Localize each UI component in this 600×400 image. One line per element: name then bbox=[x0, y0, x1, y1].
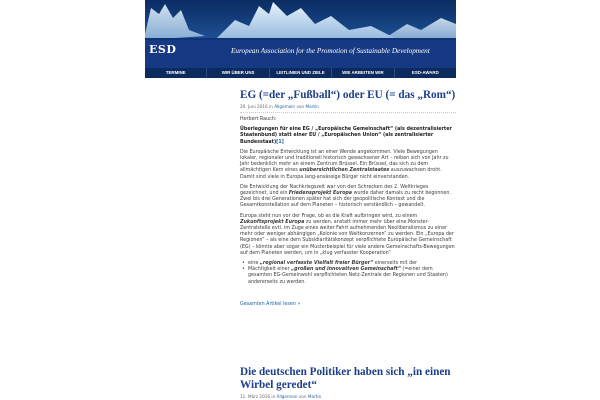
nav-item-termine[interactable]: TERMINE bbox=[145, 68, 207, 78]
list-item-emphasis: „regional verfasste Vielfalt freier Bürger“ bbox=[259, 261, 374, 267]
nav-item-leitlinien-und-ziele[interactable]: LEITLINIEN UND ZIELE bbox=[270, 68, 332, 78]
nav-item-esd-award[interactable]: ESD-AWARD bbox=[411, 70, 439, 75]
post-date: 20. Juni 2016 in bbox=[240, 104, 273, 109]
post-lead bbox=[240, 127, 456, 146]
list-item-text: Mächtigkeit einer bbox=[248, 267, 290, 273]
post-category-link[interactable]: Allgemein bbox=[274, 104, 296, 109]
post-lead-text: Überlegungen für eine EG / „Europäische Gemeinschaft“ (als dezentralisierter Staatenbund) statt einer EU / „Europäischen Union“ (als zentralisierter Bundesstaat) bbox=[240, 127, 452, 145]
divider bbox=[240, 112, 456, 113]
post-author-link[interactable]: Martin bbox=[307, 394, 322, 399]
post-by-label: von bbox=[296, 104, 305, 109]
list-item-emphasis: „großen und innovativen Gemeinschaft“ bbox=[291, 267, 401, 273]
paragraph-emphasis: unübersichtlichen Zentralstaates bbox=[299, 168, 390, 174]
post-author-line: Herbert Rauch: bbox=[240, 117, 277, 122]
paragraph-text: auszuwachsen droht. Damit sind viele in Europa lang-ansässige Bürger nicht einverstanden. bbox=[240, 168, 442, 180]
post-title[interactable]: Die deutschen Politiker haben sich „in einen Wirbel geredet“ bbox=[240, 366, 451, 391]
post-meta bbox=[240, 394, 456, 400]
paragraph-text: zu werden, anstatt immer mehr über eine Monster-Zentralstelle evtl. im Zuge eines weiter Fahrt aufnehmenden Neoliberalismus zu einer mehr oder weniger abhängigen „Kolonie von Weltkonzernen“ zu werden. Ein „Europa der Regionen“ – als eine dem Subsidiaritätskonzept verpflichtete Europäische Gemeinschaft (EG) – könnte aber sogar ein Musterbeispiel für viele andere Gemeinschafts-Bewegungen auf dem Planeten werden, um in „klug verfasster Kooperation“ bbox=[240, 219, 455, 256]
paragraph-text: wurde daher damals zu recht begonnen. Zwei bis drei Generationen später hat sich der geopolitische Kontext und die Gesamtkonstellation auf dem Planeten – historisch verständlich – gewandelt. bbox=[240, 191, 451, 209]
paragraph-emphasis: Friedensprojekt Europa bbox=[288, 191, 353, 197]
nav-item-wie-arbeiten-wir[interactable]: WIE ARBEITEN WIR bbox=[332, 68, 394, 78]
site-tagline: European Association for the Promotion of Sustainable Development bbox=[231, 47, 430, 55]
list-item-text: einerseits mit der bbox=[374, 261, 418, 267]
paragraph-emphasis: Zukunftsprojekt Europa bbox=[240, 219, 305, 225]
paragraph-text: Die Europäische Entwicklung ist an einer Wende angekommen. Viele Bewegungen lokaler, regionaler und traditionell historisch gewachsener Art – reiben sich von Jahr zu Jahr bedenklich mehr an einem Zentrum Brüssel. Ein Brüssel, das sich zu dem allmächtigen Kern eines bbox=[240, 149, 449, 174]
list-item-text: (=einer dem gesamten EG-Gemeinwohl verpflichteten Netz-Zentrale der Regionen und Staaten) andererseits zu werden. bbox=[248, 267, 448, 285]
list-item bbox=[248, 267, 456, 286]
bullet-list bbox=[240, 261, 456, 286]
site-logo[interactable]: ESD bbox=[149, 43, 177, 56]
paragraph bbox=[240, 150, 456, 181]
post bbox=[240, 89, 456, 309]
post-author-link[interactable]: Martin bbox=[305, 104, 319, 109]
post-category-link[interactable]: Allgemein bbox=[276, 394, 298, 399]
post bbox=[240, 366, 456, 400]
header-banner bbox=[145, 0, 456, 68]
post-date: 11. März 2016 in bbox=[240, 394, 276, 399]
post-title[interactable]: EG (=der „Fußball“) oder EU (= das „Rom“) bbox=[240, 89, 456, 101]
nav-item-wir-ueber-uns[interactable]: WIR ÜBER UNS bbox=[207, 68, 269, 78]
post-meta bbox=[240, 104, 456, 110]
read-more-link[interactable]: Gesamten Artikel lesen » bbox=[240, 301, 301, 307]
paragraph-text: Die Entwicklung der Nachkriegszeit war von den Schrecken des 2. Weltkrieges gezeichnet, und ein bbox=[240, 184, 429, 197]
post-by-label: von bbox=[298, 394, 307, 399]
paragraph-text: Europa steht nun vor der Frage, ob es die Kraft aufbringen wird, zu einem bbox=[240, 213, 418, 219]
paragraph bbox=[240, 185, 456, 210]
list-item-text: eine bbox=[248, 261, 259, 267]
paragraph bbox=[240, 214, 456, 257]
main-nav bbox=[145, 68, 456, 78]
footnote-link[interactable]: [1] bbox=[276, 139, 284, 145]
